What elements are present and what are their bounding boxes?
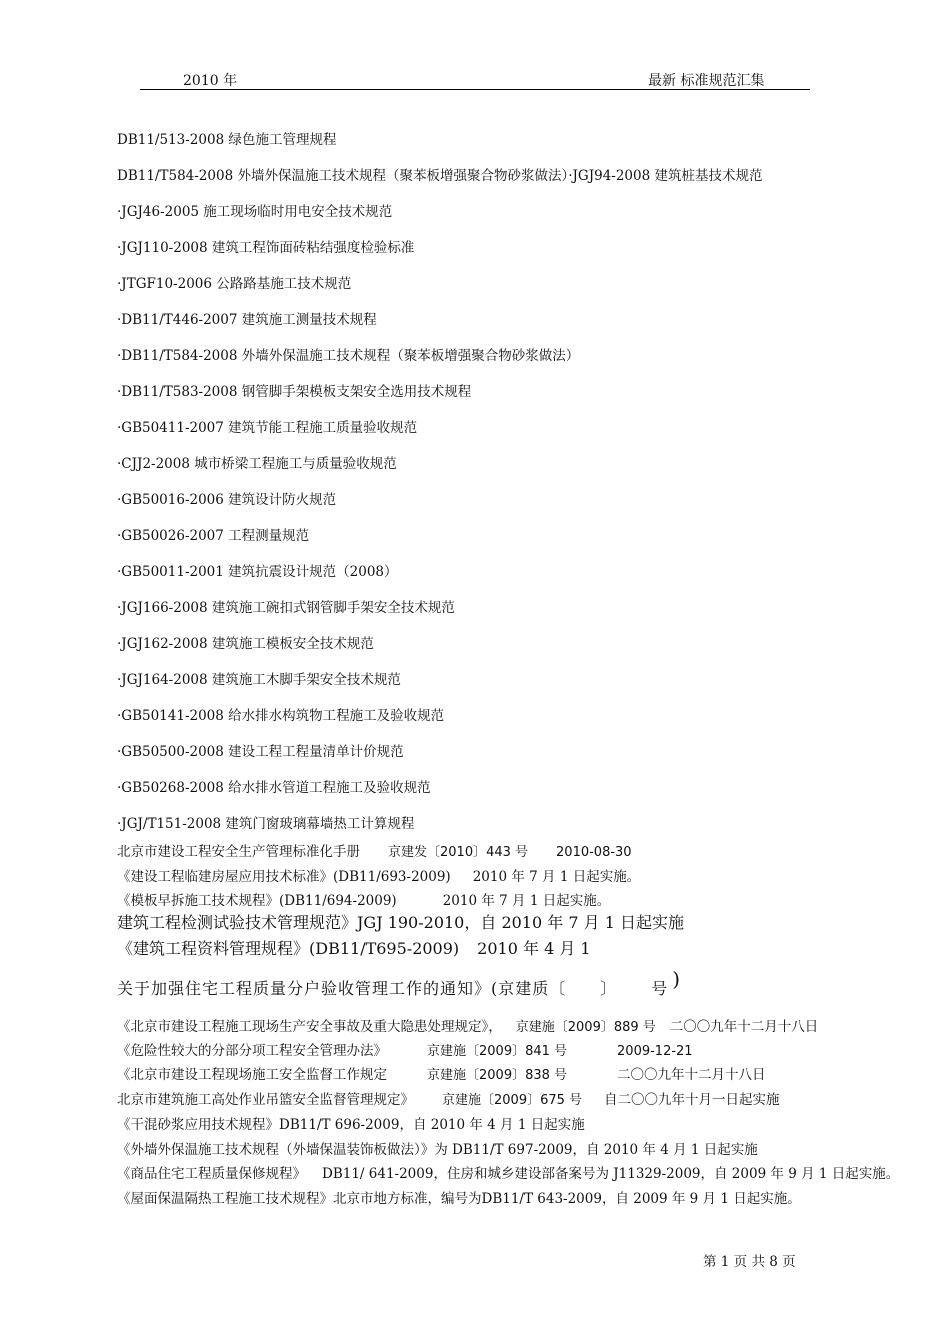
notice-title: 北京市建设工程安全生产管理标准化手册: [117, 844, 360, 860]
notice-detail: DB11/ 641-2009，住房和城乡建设部备案号为 J11329-2009，自 2009 年 9 月 1 日起实施。: [322, 1166, 900, 1182]
header-year: 2010 年: [183, 73, 238, 89]
list-item: ·DB11/T583-2008 钢管脚手架模板支架安全选用技术规程: [117, 384, 472, 400]
notice-date: 2010-08-30: [556, 845, 632, 860]
notice-line: [117, 936, 591, 959]
header-title: 最新 标准规范汇集: [648, 73, 765, 89]
list-item: ·DB11/T446-2007 建筑施工测量技术规程: [117, 312, 377, 328]
notice-doc-number: 京建施〔2009〕838 号: [427, 1068, 568, 1083]
header-rule: [140, 89, 810, 90]
notice-effective: 2010 年 4 月 1: [477, 939, 591, 958]
notice-paren: ): [672, 967, 682, 991]
notice-number-label: 号: [651, 979, 669, 998]
notice-title: 《北京市建设工程施工现场生产安全事故及重大隐患处理规定》，: [117, 1019, 502, 1035]
notice-doc-number: 京建施〔2009〕841 号: [427, 1044, 568, 1059]
list-item: ·GB50026-2007 工程测量规范: [117, 528, 310, 544]
list-item: ·JGJ46-2005 施工现场临时用电安全技术规范: [117, 204, 393, 220]
notice-effective: 2010 年 7 月 1 日起实施。: [442, 893, 611, 909]
list-item: ·JGJ162-2008 建筑施工模板安全技术规范: [117, 636, 374, 652]
list-item: ·JGJ164-2008 建筑施工木脚手架安全技术规范: [117, 672, 401, 688]
notice-date: 二〇〇九年十二月十八日: [617, 1067, 766, 1083]
notice-line: [117, 1138, 758, 1158]
notice-title: 《干混砂浆应用技术规程》DB11/T 696-2009，自 2010 年 4 月 1 日起实施: [117, 1117, 585, 1133]
notice-doc-number: 京建发〔2010〕443 号: [388, 845, 529, 860]
list-item: ·CJJ2-2008 城市桥梁工程施工与质量验收规范: [117, 456, 397, 472]
list-item: ·GB50141-2008 给水排水构筑物工程施工及验收规范: [117, 708, 445, 724]
notice-line: [117, 910, 684, 933]
notice-line: [117, 840, 632, 860]
page-number: 第 1 页 共 8 页: [703, 1254, 796, 1270]
notice-title: 《外墙外保温施工技术规程（外墙保温装饰板做法）》为 DB11/T 697-2009，自 2010 年 4 月 1 日起实施: [117, 1142, 758, 1158]
notice-doc-number: 京建施〔2009〕889 号: [515, 1020, 656, 1035]
notice-bracket: 〕: [600, 979, 618, 998]
list-item: ·JGJ/T151-2008 建筑门窗玻璃幕墙热工计算规程: [117, 816, 415, 832]
notice-line: [117, 889, 610, 909]
notice-line: [117, 1063, 766, 1083]
notice-title: 建筑工程检测试验技术管理规范》JGJ 190-2010，自 2010 年 7 月 1 日起实施: [117, 913, 684, 932]
notice-line: [117, 1113, 585, 1133]
notice-title: 《屋面保温隔热工程施工技术规程》北京市地方标准，编号为DB11/T 643-2009，自 2009 年 9 月 1 日起实施。: [117, 1191, 801, 1207]
notice-line: [117, 1162, 899, 1182]
list-item: ·DB11/T584-2008 外墙外保温施工技术规程（聚苯板增强聚合物砂浆做法）: [117, 348, 580, 364]
notice-date: 自二〇〇九年十月一日起实施: [604, 1092, 780, 1108]
notice-title: 《北京市建设工程现场施工安全监督工作规定: [117, 1067, 387, 1083]
notice-title: 《建设工程临建房屋应用技术标准》(DB11/693-2009): [117, 869, 451, 885]
list-item: DB11/513-2008 绿色施工管理规程: [117, 132, 337, 148]
notice-line: [117, 1015, 818, 1035]
notice-title: 《商品住宅工程质量保修规程》: [117, 1166, 306, 1182]
list-item: DB11/T584-2008 外墙外保温施工技术规程（聚苯板增强聚合物砂浆做法）·JGJ94-2008 建筑桩基技术规范: [117, 168, 763, 184]
list-item: ·GB50268-2008 给水排水管道工程施工及验收规范: [117, 780, 431, 796]
notice-date: 二〇〇九年十二月十八日: [669, 1019, 819, 1035]
notice-line: [117, 1187, 801, 1207]
list-item: ·GB50016-2006 建筑设计防火规范: [117, 492, 337, 508]
list-item: ·JTGF10-2006 公路路基施工技术规范: [117, 276, 352, 292]
notice-title: 《危险性较大的分部分项工程安全管理办法》: [117, 1043, 387, 1059]
notice-doc-number: 京建施〔2009〕675 号: [442, 1093, 583, 1108]
notice-line: [117, 865, 640, 885]
list-item: ·GB50500-2008 建设工程工程量清单计价规范: [117, 744, 404, 760]
notice-date: 2009-12-21: [617, 1044, 693, 1059]
notice-title: 《建筑工程资料管理规程》(DB11/T695-2009): [117, 939, 460, 958]
notice-effective: 2010 年 7 月 1 日起实施。: [472, 869, 641, 885]
notice-title: 《模板早拆施工技术规程》(DB11/694-2009): [117, 893, 397, 909]
notice-line: [117, 1088, 780, 1108]
list-item: ·JGJ110-2008 建筑工程饰面砖粘结强度检验标准: [117, 240, 415, 256]
list-item: ·GB50411-2007 建筑节能工程施工质量验收规范: [117, 420, 418, 436]
notice-title: 关于加强住宅工程质量分户验收管理工作的通知》(京建质〔: [117, 979, 567, 998]
list-item: ·JGJ166-2008 建筑施工碗扣式钢管脚手架安全技术规范: [117, 600, 455, 616]
list-item: ·GB50011-2001 建筑抗震设计规范（2008）: [117, 564, 398, 580]
notice-line: [117, 967, 682, 999]
notice-line: [117, 1039, 693, 1059]
notice-title: 北京市建筑施工高处作业吊篮安全监督管理规定》: [117, 1092, 414, 1108]
